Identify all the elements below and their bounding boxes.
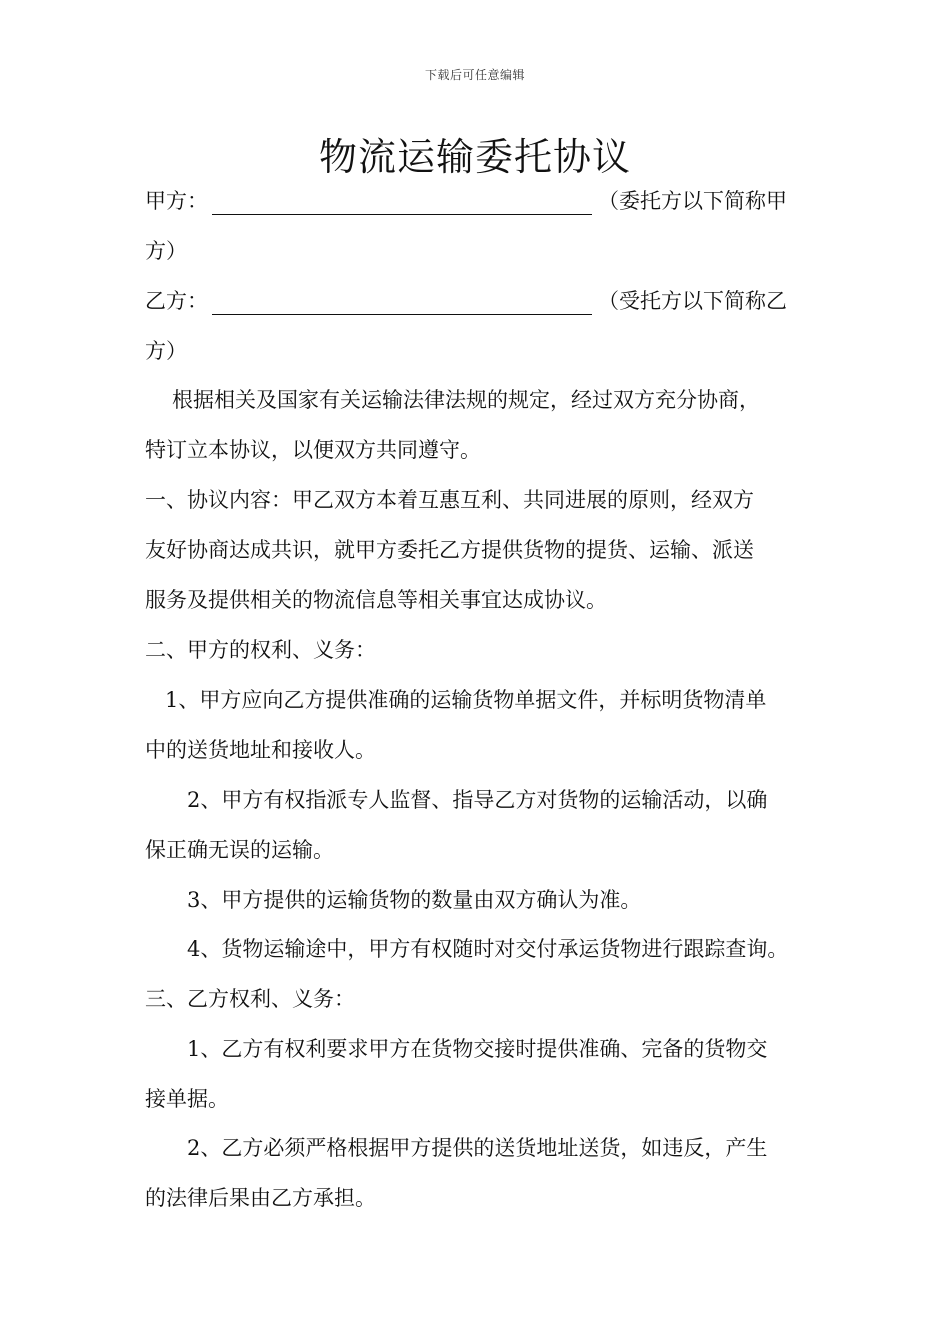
- section-2-item-2-line-2: 保正确无误的运输。: [145, 838, 334, 862]
- party-a-line: [145, 187, 787, 215]
- section-2-item-4: 4、货物运输途中，甲方有权随时对交付承运货物进行跟踪查询。: [187, 937, 789, 961]
- section-2-heading: 二、甲方的权利、义务：: [145, 638, 376, 662]
- party-a-label: 甲方：: [145, 189, 208, 213]
- section-3-heading: 三、乙方权利、义务：: [145, 987, 355, 1011]
- section-2-item-1-line-1: 1、甲方应向乙方提供准确的运输货物单据文件，并标明货物清单: [165, 688, 767, 712]
- section-3-item-2-line-2: 的法律后果由乙方承担。: [145, 1186, 376, 1210]
- section-2-item-3: 3、甲方提供的运输货物的数量由双方确认为准。: [187, 888, 642, 912]
- document-title: 物流运输委托协议: [318, 135, 631, 179]
- preamble-line-2: 特订立本协议，以便双方共同遵守。: [145, 438, 481, 462]
- section-2-item-1-line-2: 中的送货地址和接收人。: [145, 738, 376, 762]
- party-a-suffix: （委托方以下简称甲: [598, 189, 787, 213]
- preamble-line-1: 根据相关及国家有关运输法律法规的规定，经过双方充分协商，: [172, 388, 760, 412]
- party-b-line: [145, 287, 787, 315]
- party-b-wrap: 方）: [145, 339, 187, 363]
- section-3-item-2-line-1: 2、乙方必须严格根据甲方提供的送货地址送货，如违反，产生: [187, 1136, 768, 1160]
- party-b-label: 乙方：: [145, 289, 208, 313]
- header-note: 下载后可任意编辑: [424, 68, 525, 82]
- section-1-line-2: 友好协商达成共识，就甲方委托乙方提供货物的提货、运输、派送: [145, 538, 754, 562]
- party-b-suffix: （受托方以下简称乙: [598, 289, 787, 313]
- party-a-wrap: 方）: [145, 239, 187, 263]
- section-3-item-1-line-1: 1、乙方有权利要求甲方在货物交接时提供准确、完备的货物交: [187, 1037, 768, 1061]
- section-1-line-1: 一、协议内容：甲乙双方本着互惠互利、共同进展的原则，经双方: [145, 488, 754, 512]
- party-b-blank-field: [212, 292, 592, 315]
- section-3-item-1-line-2: 接单据。: [145, 1087, 229, 1111]
- party-a-blank-field: [212, 192, 592, 215]
- section-2-item-2-line-1: 2、甲方有权指派专人监督、指导乙方对货物的运输活动，以确: [187, 788, 768, 812]
- section-1-line-3: 服务及提供相关的物流信息等相关事宜达成协议。: [145, 588, 607, 612]
